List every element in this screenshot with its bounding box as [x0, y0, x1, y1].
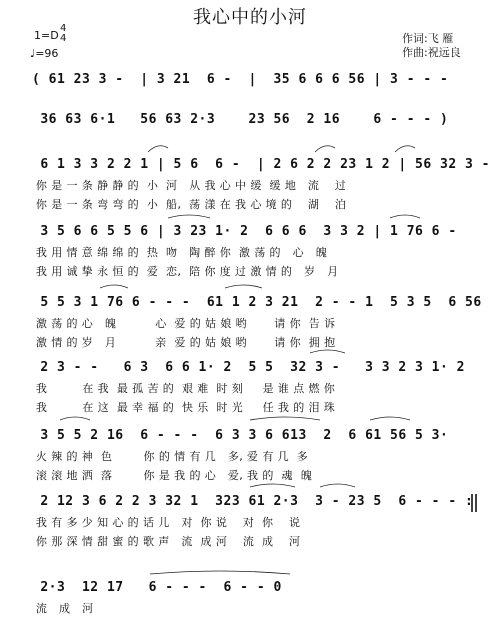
slur-mark: [370, 417, 410, 420]
song-title: 我心中的小河: [193, 7, 307, 28]
lyric-line: 你 那 深 情 甜 蜜 的 歌 声 流 成 河 流 成 河: [32, 535, 301, 548]
notation-line: 2 12 3 6 2 2 3 32 1 323 61 2·3 3 - 23 5 6 - - - :: [32, 494, 474, 509]
slur-mark: [390, 215, 420, 218]
slur-mark: [250, 417, 320, 420]
notation-line: 6 1 3 3 2 2 1 | 5 6 6 - | 2 6 2 2 23 1 2 | 56 32 3 -: [32, 157, 490, 172]
slur-mark: [60, 417, 90, 420]
slur-mark: [100, 285, 128, 288]
composer-credit: 作曲:祝远良: [402, 46, 461, 59]
notation-line: 2·3 12 17 6 - - - 6 - - 0: [32, 580, 282, 595]
slur-mark: [148, 146, 168, 152]
notation-line: 5 5 3 1 76 6 - - - 61 1 2 3 21 2 - - 1 5 3 5 6 56: [32, 295, 482, 310]
notation-line: 3 5 6 6 5 5 6 | 3 23 1· 2 6 6 6 3 3 2 | 1 76 6 -: [32, 224, 457, 239]
lyric-line: 我 有 多 少 知 心 的 话 儿 对 你 说 对 你 说: [32, 516, 301, 529]
lyric-line: 滚 滚 地 洒 落 你 是 我 的 心 爱, 我 的 魂 魄: [32, 469, 313, 482]
lyric-line: 我 在 我 最 孤 苦 的 艰 难 时 刻 是 谁 点 燃 你: [32, 382, 336, 395]
time-signature: [60, 24, 66, 44]
notation-line: ( 61 23 3 - | 3 21 6 - | 35 6 6 6 56 | 3 - - -: [32, 72, 449, 87]
notation-line: 3 5 5 2 16 6 - - - 6 3 3 6 613 2 6 61 56 5 3·: [32, 428, 449, 443]
lyric-line: 激 情 的 岁 月 亲 爱 的 姑 娘 哟 请 你 拥 抱: [32, 336, 336, 349]
slur-mark: [315, 146, 335, 152]
notation-line: 2 3 - - 6 3 6 6 1· 2 5 5 32 3 - 3 3 2 3 1· 2: [32, 360, 465, 375]
lyricist-credit: 作词:飞 雁: [402, 32, 454, 45]
lyric-line: 我 用 情 意 绵 绵 的 热 吻 陶 醉 你 激 荡 的 心 魄: [32, 246, 328, 259]
notation-line: 36 63 6·1 56 63 2·3 23 56 2 16 6 - - - ): [32, 112, 449, 127]
meter-bottom: 4: [60, 33, 67, 44]
lyric-line: 火 辣 的 神 色 你 的 情 有 几 多, 爱 有 几 多: [32, 450, 309, 463]
slur-mark: [168, 215, 210, 218]
lyric-line: 我 用 诚 挚 永 恒 的 爱 恋, 陪 你 度 过 激 情 的 岁 月: [32, 265, 339, 278]
meter-top: 4: [60, 23, 67, 34]
lyric-line: 流 成 河: [32, 602, 94, 615]
slur-mark: [310, 350, 345, 353]
lyric-line: 你 是 一 条 静 静 的 小 河 从 我 心 中 缓 缓 地 流 过: [32, 179, 347, 192]
slur-mark: [150, 571, 290, 574]
slur-mark: [225, 285, 262, 288]
slur-mark: [250, 484, 295, 487]
tempo-marking: ♩=96: [30, 47, 59, 60]
key-signature: 1=D: [34, 29, 59, 42]
lyric-line: 我 在 这 最 幸 福 的 快 乐 时 光 任 我 的 泪 珠: [32, 401, 336, 414]
lyric-line: 激 荡 的 心 魄 心 爱 的 姑 娘 哟 请 你 告 诉: [32, 317, 336, 330]
slur-mark: [320, 484, 355, 487]
lyric-line: 你 是 一 条 弯 弯 的 小 船, 荡 漾 在 我 心 境 的 湖 泊: [32, 198, 347, 211]
slur-mark: [395, 146, 415, 152]
